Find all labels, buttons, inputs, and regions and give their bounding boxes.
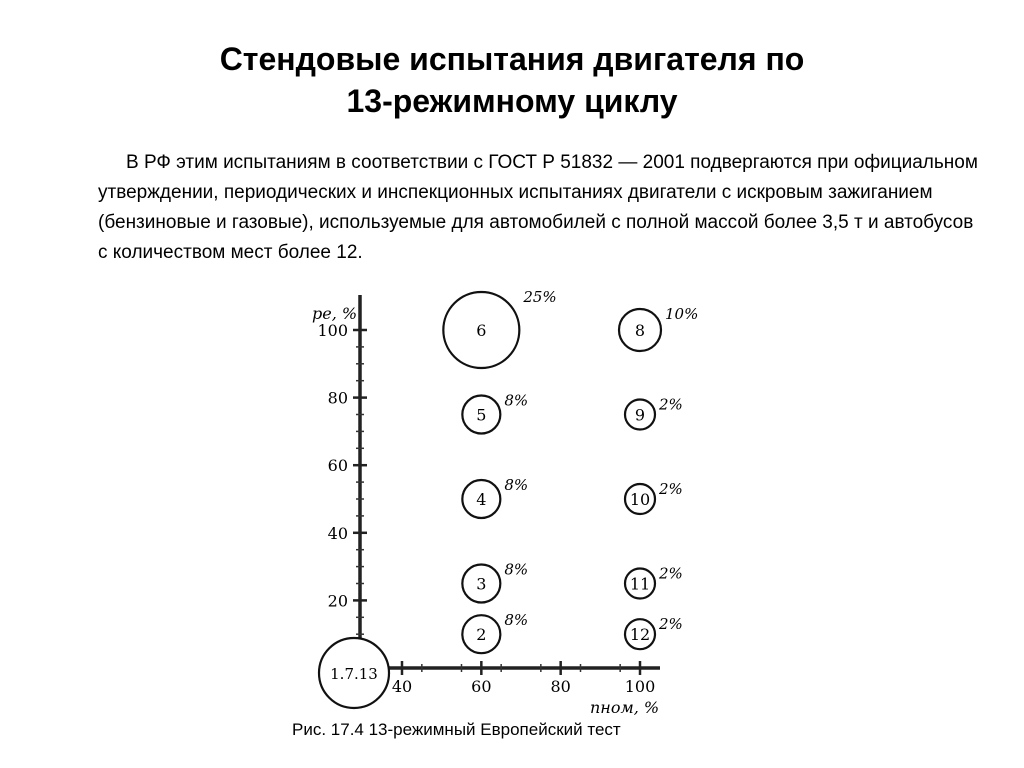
mode-point-label: 8 (634, 321, 646, 340)
mode-weight-label: 8% (504, 611, 529, 630)
mode-point-label: 2 (476, 625, 487, 645)
mode-weight-label: 2% (659, 395, 683, 414)
x-tick-label: 40 (391, 677, 413, 696)
y-tick-label: 60 (327, 456, 348, 476)
mode-weight-label: 2% (659, 564, 683, 583)
slide-title-line-2: 13-режимному циклу (346, 83, 678, 119)
x-tick-label: 80 (550, 677, 571, 696)
mode-weight-label: 8% (504, 391, 529, 410)
y-tick-label: 40 (327, 523, 348, 543)
mode-point-label: 11 (629, 574, 651, 594)
slide-title-line-1: Стендовые испытания двигателя по (219, 41, 805, 77)
mode-point-label: 9 (634, 405, 646, 425)
body-paragraph-text: В РФ этим испытаниям в соответствии с ГОСТ Р 51832 — 2001 подвергаются при официальном утверждении, периодических и инспекционных испытаниях двигатели с искровым зажиганием (бензиновые и газовые), используемые для автомобилей с полной массой более 3,5 т и автобусов с количеством мест более 12. (98, 152, 978, 263)
mode-point-label: 1.7.13 (330, 665, 378, 683)
mode-weight-label: 2% (659, 615, 683, 634)
mode-weight-label: 25% (523, 288, 557, 306)
mode-weight-label: 8% (504, 560, 529, 579)
body-paragraph (98, 148, 978, 268)
test-cycle-chart (290, 285, 710, 715)
mode-point-label: 10 (629, 490, 651, 509)
mode-point-label: 6 (476, 321, 487, 340)
y-axis-label: pe, % (312, 304, 358, 323)
x-axis-label: nном, % (590, 698, 660, 715)
mode-weight-label: 8% (504, 476, 529, 494)
mode-point-label: 3 (476, 574, 487, 594)
mode-point-label: 4 (476, 490, 487, 509)
x-tick-label: 60 (471, 677, 492, 696)
x-tick-label: 100 (624, 677, 656, 696)
mode-weight-label: 10% (665, 305, 699, 323)
mode-point-label: 5 (476, 405, 487, 425)
y-tick-label: 80 (327, 388, 348, 408)
mode-point-label: 12 (629, 625, 651, 645)
y-tick-label: 20 (327, 591, 348, 611)
y-tick-label: 100 (317, 321, 348, 340)
mode-weight-label: 2% (659, 480, 683, 498)
figure-caption: Рис. 17.4 13-режимный Европейский тест (292, 720, 621, 739)
slide-title (0, 38, 1024, 122)
